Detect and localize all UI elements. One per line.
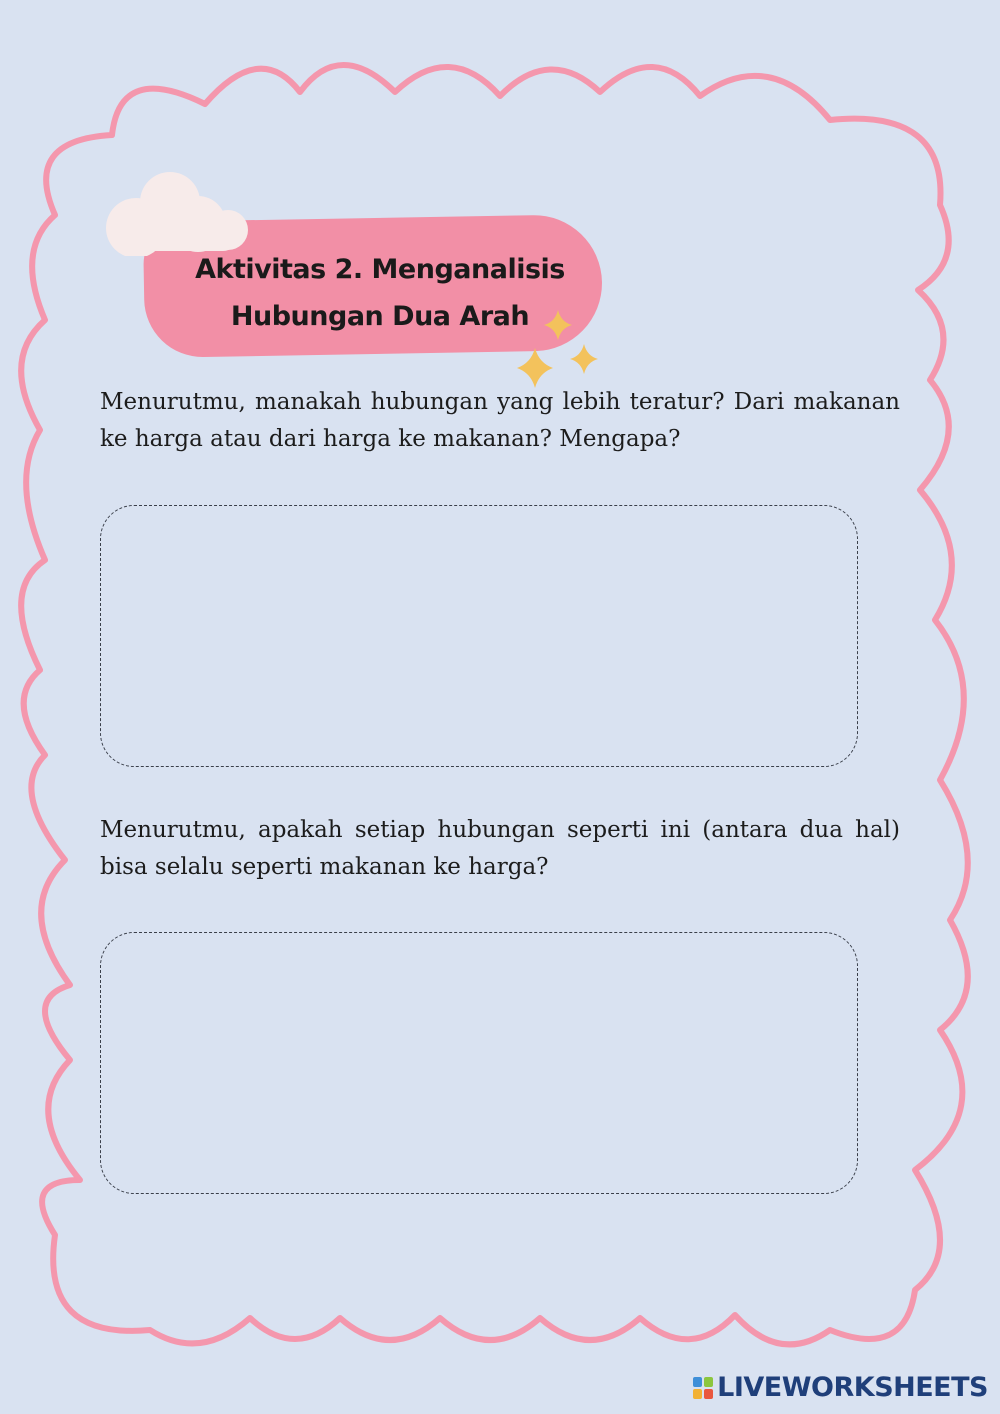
question-1-text: Menurutmu, manakah hubungan yang lebih teratur? Dari makanan ke harga atau dari harga ke makanan? Mengapa? xyxy=(100,389,900,452)
brand-name: LIVEWORKSHEETS xyxy=(717,1372,988,1403)
question-2-text: Menurutmu, apakah setiap hubungan seperti ini (antara dua hal) bisa selalu seperti makanan ke harga? xyxy=(100,817,900,880)
title-line-2: Hubungan Dua Arah xyxy=(230,301,530,332)
liveworksheets-brand[interactable] xyxy=(693,1372,988,1403)
answer-box-2[interactable] xyxy=(100,932,858,1194)
cloud-icon xyxy=(98,166,253,256)
sparkle-icon xyxy=(510,306,610,390)
answer-box-1[interactable] xyxy=(100,505,858,767)
title-line-1: Aktivitas 2. Menganalisis xyxy=(195,254,565,285)
liveworksheets-logo-icon xyxy=(693,1377,713,1399)
